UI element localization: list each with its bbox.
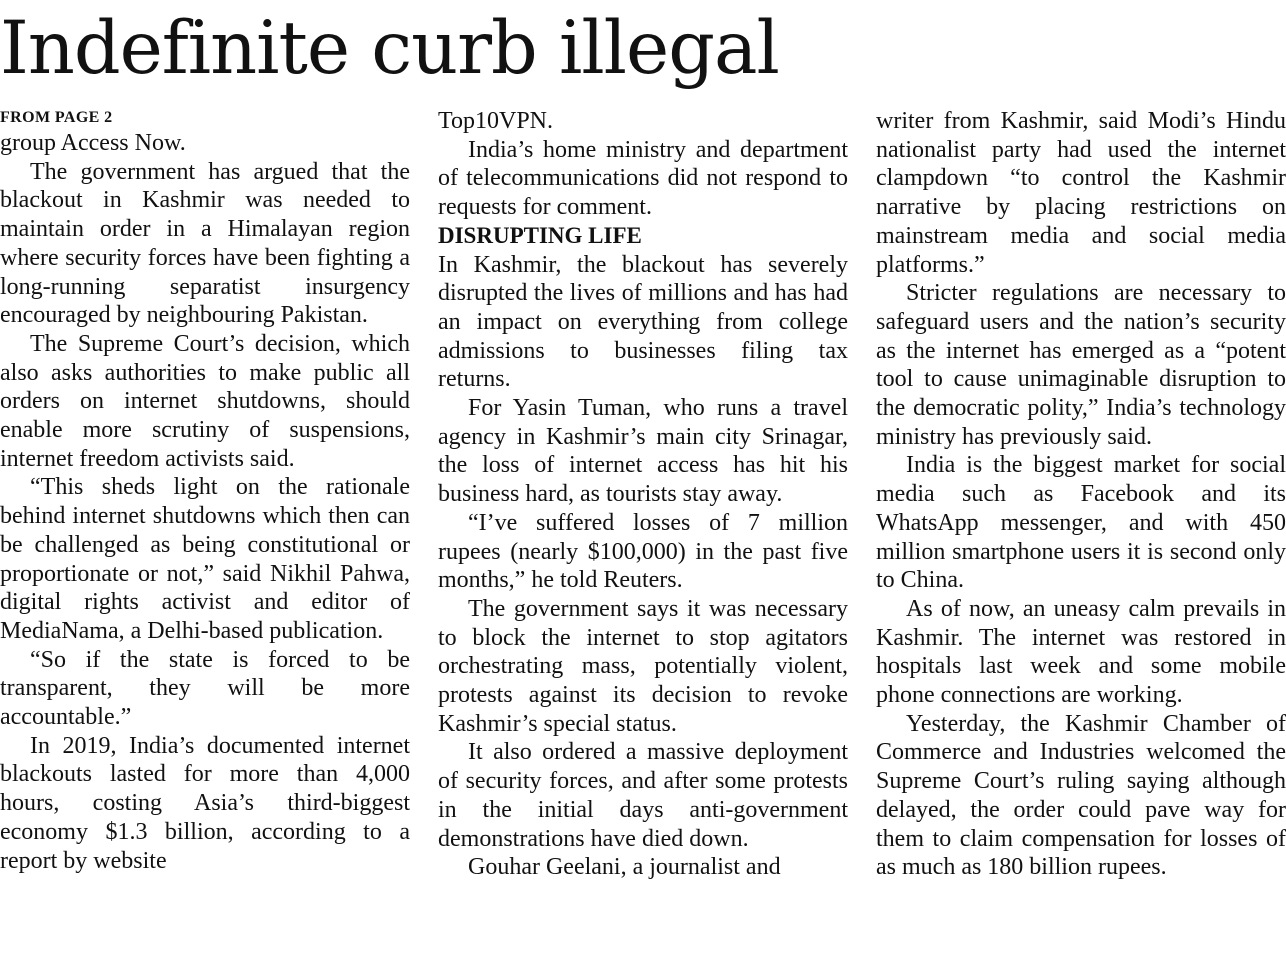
paragraph: Top10VPN.	[438, 108, 553, 134]
paragraph: India’s home ministry and department of telecommunications did not respond to requests for comment.	[438, 136, 848, 221]
jump-label: FROM PAGE 2	[0, 109, 113, 126]
paragraph: group Access Now.	[0, 130, 186, 156]
paragraph: “I’ve suffered losses of 7 million rupees (nearly $100,000) in the past five months,” he told Reuters.	[438, 509, 848, 594]
article-column-1	[0, 107, 410, 875]
paragraph: writer from Kashmir, said Modi’s Hindu nationalist party had used the internet clampdown “to control the Kashmir narrative by placing restrictions on mainstream media and social media platforms.”	[876, 108, 1286, 278]
paragraph: The Supreme Court’s decision, which also asks authorities to make public all orders on internet shutdowns, should enable more scrutiny of suspensions, internet freedom activists said.	[0, 330, 410, 472]
paragraph: In Kashmir, the blackout has severely disrupted the lives of millions and has had an impact on everything from college admissions to businesses filing tax returns.	[438, 251, 848, 393]
paragraph: “So if the state is forced to be transparent, they will be more accountable.”	[0, 646, 410, 731]
article-column-3	[876, 107, 1286, 882]
paragraph: The government says it was necessary to block the internet to stop agitators orchestrating mass, potentially violent, protests against its decision to revoke Kashmir’s special status.	[438, 595, 848, 737]
section-subhead: DISRUPTING LIFE	[438, 222, 642, 248]
paragraph: “This sheds light on the rationale behind internet shutdowns which then can be challenged as being constitutional or proportionate or not,” said Nikhil Pahwa, digital rights activist and editor of MediaNama, a Delhi-based publication.	[0, 474, 410, 644]
paragraph: It also ordered a massive deployment of security forces, and after some protests in the initial days anti-government demonstrations have died down.	[438, 739, 848, 852]
paragraph: Gouhar Geelani, a journalist and	[468, 854, 781, 881]
article-column-2	[438, 107, 848, 882]
article-headline: Indefinite curb illegal	[0, 6, 779, 91]
paragraph: For Yasin Tuman, who runs a travel agency in Kashmir’s main city Srinagar, the loss of internet access has hit his business hard, as tourists stay away.	[438, 395, 848, 508]
paragraph: The government has argued that the blackout in Kashmir was needed to maintain order in a Himalayan region where security forces have been fighting a long-running separatist insurgency encouraged by neighbouring Pakistan.	[0, 158, 410, 329]
paragraph: As of now, an uneasy calm prevails in Kashmir. The internet was restored in hospitals last week and some mobile phone connections are working.	[876, 595, 1286, 709]
paragraph: In 2019, India’s documented internet blackouts lasted for more than 4,000 hours, costing Asia’s third-biggest economy $1.3 billion, according to a report by website	[0, 732, 410, 874]
paragraph: Yesterday, the Kashmir Chamber of Commerce and Industries welcomed the Supreme Court’s ruling saying although delayed, the order could pave way for them to claim compensation for losses of as much as 180 billion rupees.	[876, 710, 1286, 881]
paragraph: India is the biggest market for social media such as Facebook and its WhatsApp messenger, and with 450 million smartphone users it is second only to China.	[876, 452, 1286, 594]
paragraph: Stricter regulations are necessary to safeguard users and the nation’s security as the internet has emerged as a “potent tool to cause unimaginable disruption to the democratic polity,” India’s technology ministry has previously said.	[876, 280, 1286, 450]
